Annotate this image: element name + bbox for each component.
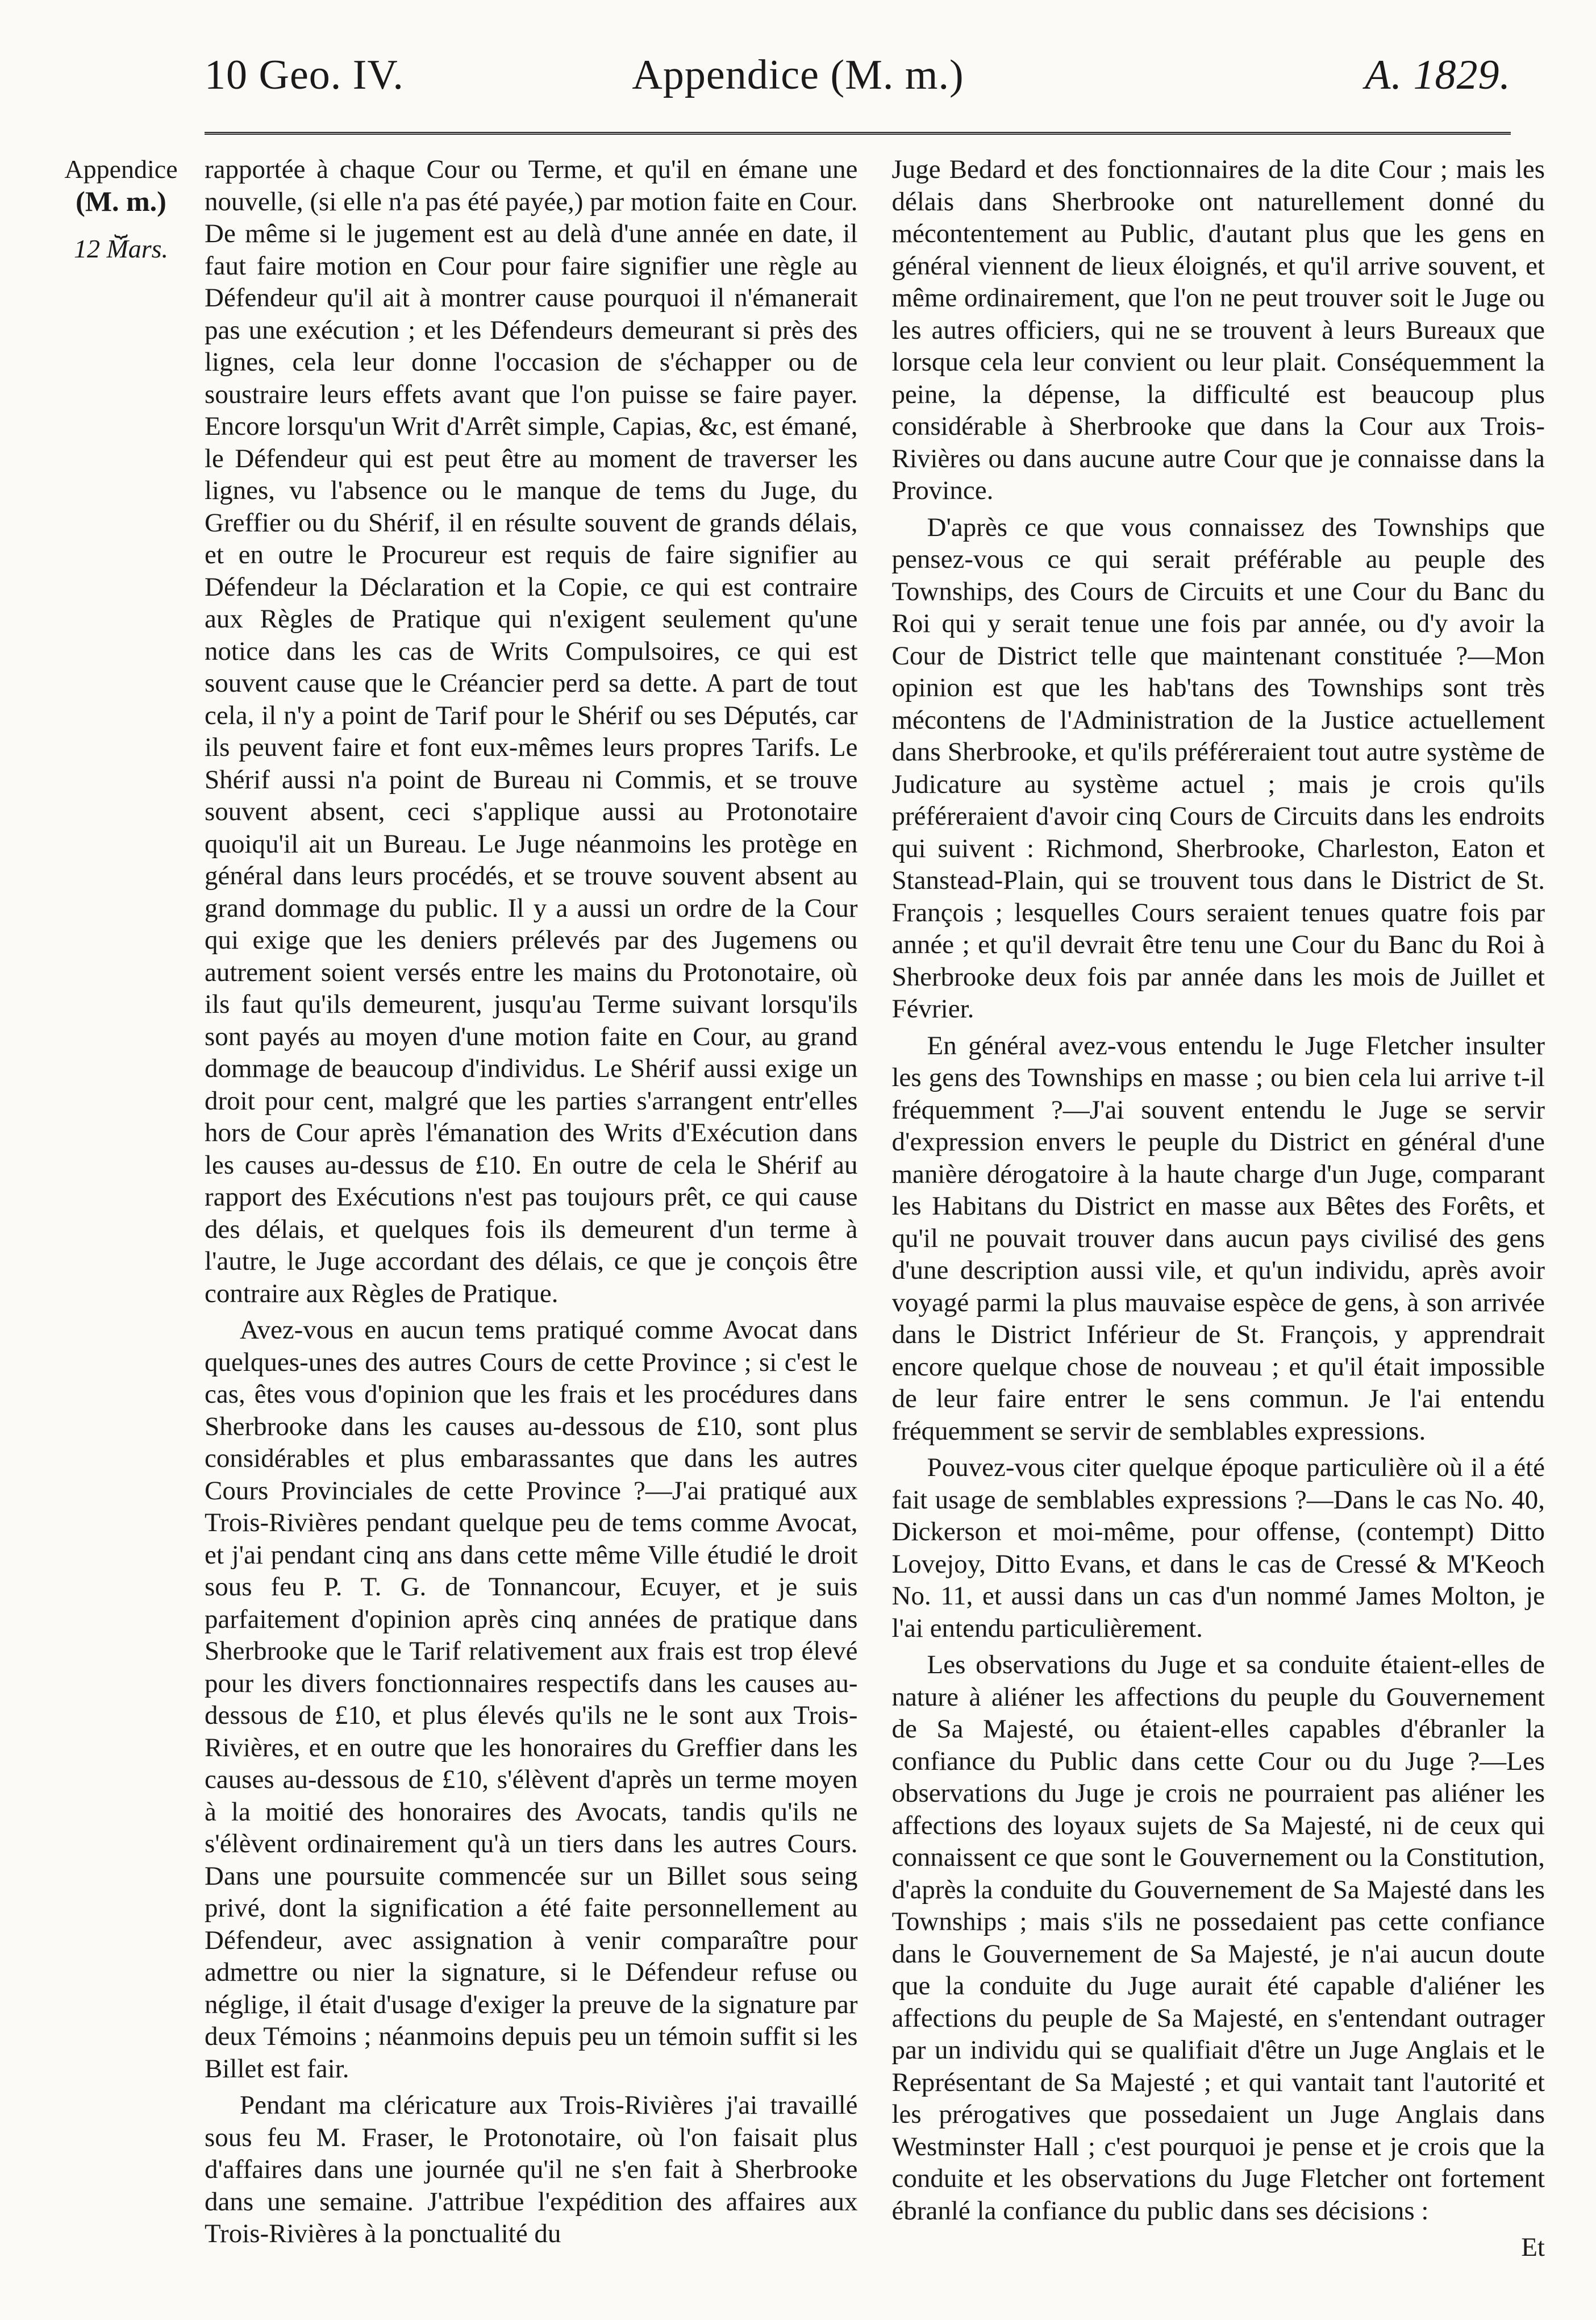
page-header	[51, 40, 1545, 108]
margin-note	[50, 153, 192, 265]
catchword: Et	[1521, 2232, 1545, 2262]
paragraph: Juge Bedard et des fonctionnaires de la dite Cour ; mais les délais dans Sherbrooke ont naturellement donné du mécontentement au Public, d'autant plus que les gens en général viennent de lieux éloignés, et qu'il arrive souvent, et même ordinairement, que l'on ne peut trouver soit le Juge ou les autres officiers, qui ne se trouvent à leurs Bureaux que lorsque cela leur convient ou leur plait. Conséquemment la peine, la dépense, la difficulté est beaucoup plus considérable à Sherbrooke que dans la Cour aux Trois-Rivières ou dans aucune autre Cour que je connaisse dans la Province.	[891, 155, 1545, 505]
margin-note-brace: ⏟	[114, 212, 128, 238]
margin-note-date: 12 Mars.	[73, 234, 169, 263]
paragraph: Pouvez-vous citer quelque époque particulière où il a été fait usage de semblables expressions ?—Dans le cas No. 40, Dickerson et moi-même, pour offense, (contempt) Ditto Lovejoy, Ditto Evans, et dans le cas de Cressé & M'Keoch No. 11, et aussi dans un cas d'un nommé James Molton, je l'ai entendu particulièrement.	[891, 1453, 1545, 1643]
paragraph: En général avez-vous entendu le Juge Fletcher insulter les gens des Townships en masse ; ou bien cela lui arrive t-il fréquemment ?—J'ai souvent entendu le Juge se servir d'expression envers le peuple du District en général d'une manière dérogatoire à la haute charge d'un Juge, comparant les Habitans du District en masse aux Bêtes des Forêts, et qu'il ne pouvait trouver dans aucun pays civilisé des gens d'une description aussi vile, et qu'un individu, après avoir voyagé parmi la plus mauvaise espèce de gens, à son arrivée dans le District Inférieur de St. François, y apprendrait encore quelque chose de nouveau ; et qu'il était impossible de leur faire entrer le sens commun. Je l'ai entendu fréquemment se servir de semblables expressions.	[891, 1030, 1545, 1446]
margin-note-number: (M. m.)	[76, 185, 166, 217]
right-column	[892, 153, 1545, 2280]
paragraph: Avez-vous en aucun tems pratiqué comme Avocat dans quelques-unes des autres Cours de cette Province ; si c'est le cas, êtes vous d'opinion que les frais et les procédures dans Sherbrooke dans les causes au-dessous de £10, sont plus considérables et plus embarassantes que dans les autres Cours Provinciales de cette Province ?—J'ai pratiqué aux Trois-Rivières pendant quelque peu de tems comme Avocat, et j'ai pendant cinq ans dans cette même Ville étudié le droit sous feu P. T. G. de Tonnancour, Ecuyer, et je suis parfaitement d'opinion après cinq années de pratique dans Sherbrooke que le Tarif relativement aux frais est trop élevé pour les divers fonctionnaires respectifs dans les causes au-dessous de £10, et plus élevés qu'ils ne le sont aux Trois-Rivières, et en outre que les honoraires du Greffier dans les causes au-dessous de £10, s'élèvent d'après un terme moyen à la moitié des honoraires des Avocats, tandis qu'ils ne s'élèvent ordinairement qu'à un tiers dans les autres Cours. Dans une poursuite commencée sur un Billet sous seing privé, dont la signification a été faite personnellement au Défendeur, avec assignation à venir comparaître pour admettre ou nier la signature, si le Défendeur refuse ou néglige, il était d'usage d'exiger la preuve de la signature par deux Témoins ; néanmoins depuis peu un témoin suffit si les Billet est fair.	[205, 1315, 858, 2084]
paragraph: Les observations du Juge et sa conduite étaient-elles de nature à aliéner les affections du peuple du Gouvernement de Sa Majesté, ou étaient-elles capables d'ébranler la confiance du Public dans cette Cour ou du Juge ?—Les observations du Juge je crois ne pourraient pas aliéner les affections des loyaux sujets de Sa Majesté, ni de ceux qui connaissent ce que sont le Gouvernement ou la Constitution, d'après la conduite du Gouvernement de Sa Majesté dans les Townships ; mais s'ils ne possedaient pas cette confiance dans le Gouvernement de Sa Majesté, je n'ai aucun doute que la conduite du Juge aurait été capable d'aliéner les affections du peuple de Sa Majesté, en s'entendant outrager par un individu qui se qualifiait d'être un Juge Anglais et le Représentant de Sa Majesté ; et qui vantait tant l'autorité et les prérogatives que possedaient un Juge Anglais dans Westminster Hall ; c'est pourquoi je pense et je crois que la conduite et les observations du Juge Fletcher ont fortement ébranlé la confiance du public dans ses décisions :	[891, 1650, 1545, 2226]
header-regnal-year: 10 Geo. IV.	[205, 52, 404, 98]
paragraph: D'après ce que vous connaissez des Townships que pensez-vous ce qui serait préférable au peuple des Townships, des Cours de Circuits et une Cour du Banc du Roi qui y serait tenue une fois par année, ou d'y avoir la Cour de District telle que maintenant constituée ?—Mon opinion est que les hab'tans des Townships sont très mécontens de l'Administration de la Justice actuellement dans Sherbrooke, et qu'ils préféreraient tout autre système de Judicature au système actuel ; mais je crois qu'ils préféreraient d'avoir cinq Cours de Circuits dans les endroits qui suivent : Richmond, Sherbrooke, Charleston, Eaton et Stanstead-Plain, qui se trouvent tous dans le District de St. François ; lesquelles Cours seraient tenues quatre fois par année ; et qu'il devrait être tenu une Cour du Banc du Roi à Sherbrooke deux fois par année dans les mois de Juillet et Février.	[891, 512, 1545, 1024]
paragraph: rapportée à chaque Cour ou Terme, et qu'il en émane une nouvelle, (si elle n'a pas été payée,) par motion faite en Cour. De même si le jugement est au delà d'une année en date, il faut faire motion en Cour pour faire signifier une règle au Défendeur qu'il ait à montrer cause pourquoi il n'émanerait pas une exécution ; et les Défendeurs demeurant si près des lignes, cela leur donne l'occasion de s'échapper ou de soustraire leurs effets avant que l'on puisse se faire payer. Encore lorsqu'un Writ d'Arrêt simple, Capias, &c, est émané, le Défendeur qui est peut être au moment de traverser les lignes, vu l'absence ou le manque de tems du Juge, du Greffier ou du Shérif, il en résulte souvent de grands délais, et en outre le Procureur est requis de faire signifier au Défendeur la Déclaration et la Copie, ce qui est contraire aux Règles de Pratique qui n'exigent seulement qu'une notice dans les cas de Writs Compulsoires, ce qui est souvent cause que le Créancier perd sa dette. A part de tout cela, il n'y a point de Tarif pour le Shérif ou ses Députés, car ils peuvent faire et font eux-mêmes leurs propres Tarifs. Le Shérif aussi n'a point de Bureau ni Commis, et se trouve souvent absent, ceci s'applique aussi au Protonotaire quoiqu'il ait un Bureau. Le Juge néanmoins les protège en général dans leurs procédés, et se trouve souvent absent au grand dommage du public. Il y a aussi un ordre de la Cour qui exige que les deniers prélevés par des Jugemens ou autrement soient versés entre les mains du Protonotaire, où ils faut qu'ils demeurent, jusqu'au Terme suivant lorsqu'ils sont payés au moyen d'une motion faite en Cour, au grand dommage de beaucoup d'individus. Le Shérif aussi exige un droit pour cent, malgré que les parties s'arrangent entr'elles hors de Cour après l'émanation des Writs d'Exécution dans les causes au-dessus de £10. En outre de cela le Shérif au rapport des Exécutions n'est pas toujours prêt, ce qui cause des délais, et quelques fois ils demeurent d'un terme à l'autre, le Juge accordant des délais, ce que je conçois être contraire aux Règles de Pratique.	[205, 155, 858, 1308]
paragraph: Pendant ma cléricature aux Trois-Rivières j'ai travaillé sous feu M. Fraser, le Protonotaire, où l'on faisait plus d'affaires dans une journée qu'il ne s'en fait à Sherbrooke dans une semaine. J'attribue l'expédition des affaires aux Trois-Rivières à la ponctualité du	[205, 2090, 858, 2248]
left-column	[205, 153, 858, 2280]
header-appendix-title: Appendice (M. m.)	[632, 52, 964, 98]
body-columns	[205, 153, 1545, 2280]
header-year: A. 1829.	[1365, 52, 1511, 98]
margin-note-label: Appendice	[64, 155, 178, 184]
header-rule	[205, 132, 1511, 138]
